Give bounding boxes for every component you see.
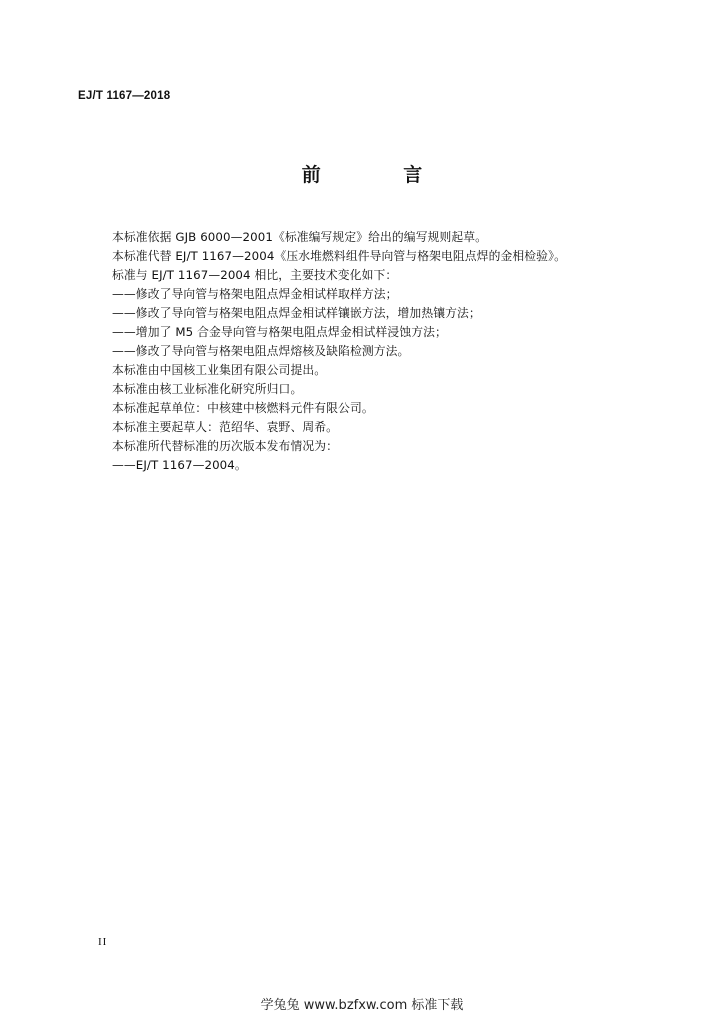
body-line: 标准与 EJ/T 1167—2004 相比，主要技术变化如下： — [112, 268, 398, 282]
page-title: 前 言 — [301, 164, 461, 186]
body-line: ——修改了导向管与格架电阻点焊金相试样镶嵌方法，增加热镶方法； — [112, 306, 481, 320]
body-line: ——EJ/T 1167—2004。 — [112, 458, 247, 472]
body-line: 本标准所代替标准的历次版本发布情况为： — [112, 439, 339, 453]
body-line: 本标准主要起草人：范绍华、袁野、周希。 — [112, 420, 339, 434]
foreword-body — [112, 228, 632, 475]
body-line: ——修改了导向管与格架电阻点焊金相试样取样方法； — [112, 287, 398, 301]
page-number: II — [98, 936, 108, 948]
body-line: 本标准起草单位：中核建中核燃料元件有限公司。 — [112, 401, 374, 415]
body-line: 本标准依据 GJB 6000—2001《标准编写规定》给出的编写规则起草。 — [112, 230, 488, 244]
body-line: 本标准由中国核工业集团有限公司提出。 — [112, 363, 327, 377]
body-line: 本标准代替 EJ/T 1167—2004《压水堆燃料组件导向管与格架电阻点焊的金相检验》。 — [112, 249, 566, 263]
body-line: ——修改了导向管与格架电阻点焊熔核及缺陷检测方法。 — [112, 344, 410, 358]
body-line: 本标准由核工业标准化研究所归口。 — [112, 382, 303, 396]
standard-code: EJ/T 1167—2018 — [78, 90, 171, 102]
footer-watermark: 学兔兔 www.bzfxw.com 标准下载 — [260, 998, 464, 1013]
body-line: ——增加了 M5 合金导向管与格架电阻点焊金相试样浸蚀方法； — [112, 325, 447, 339]
